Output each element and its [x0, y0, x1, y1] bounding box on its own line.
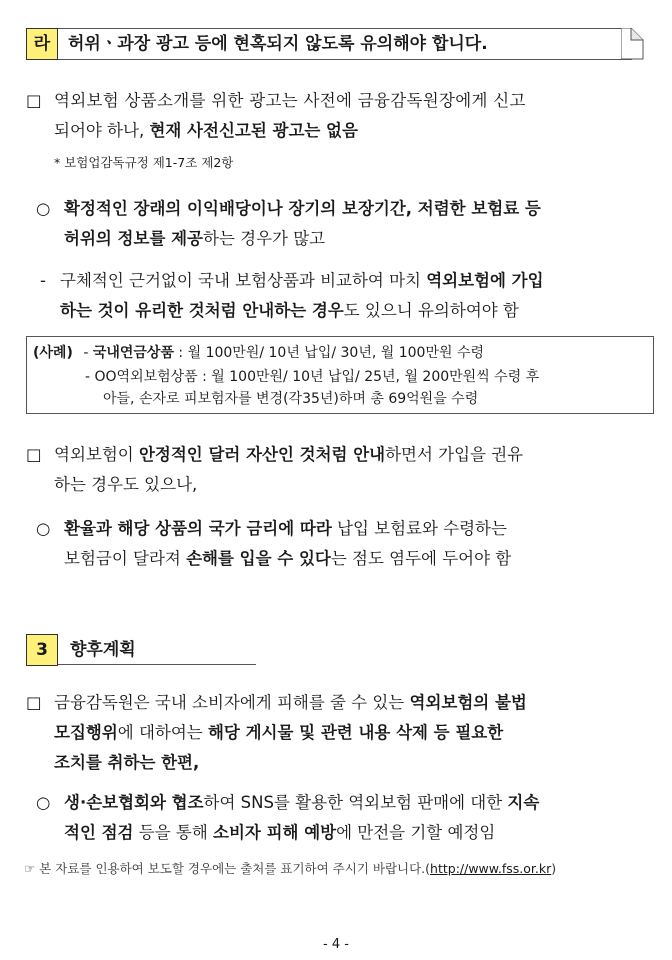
para2-line1: 확정적인 장래의 이익배당이나 장기의 보장기간, 저렴한 보험료 등 — [64, 199, 541, 218]
para3-line2-normal: 도 있으니 유의하여야 함 — [343, 301, 519, 320]
pointing-hand-icon: ☞ — [24, 861, 36, 876]
example-box — [26, 336, 654, 414]
para6-line2 — [54, 718, 503, 748]
fss-website-link[interactable]: http://www.fss.or.kr — [430, 861, 552, 876]
para4-line2: 하는 경우도 있으나, — [54, 475, 198, 494]
para7-line1 — [64, 788, 539, 818]
section-ra-title: 허위ㆍ과장 광고 등에 현혹되지 않도록 유의해야 합니다. — [68, 34, 488, 54]
para3-line1-bold: 역외보험에 가입 — [426, 271, 544, 290]
para5-line1-normal: 납입 보험료와 수령하는 — [331, 519, 507, 538]
example-line1 — [33, 343, 484, 363]
citation-close: ) — [551, 861, 557, 876]
para2-line2-bold: 허위의 정보를 제공 — [64, 229, 204, 248]
square-bullet-icon: □ — [26, 693, 42, 712]
para1-line2-normal: 되어야 하나, — [54, 121, 150, 140]
para5-line1 — [64, 514, 507, 544]
square-bullet-icon: □ — [26, 91, 42, 110]
para2-line2-normal: 하는 경우가 많고 — [203, 229, 326, 248]
example-line2: - OO역외보험상품 : 월 100만원/ 10년 납입/ 25년, 월 200만원씩 수령 후 — [85, 369, 540, 385]
para5-line2-c: 는 점도 염두에 두어야 함 — [330, 549, 512, 568]
para6-line2-bold-c: 해당 게시물 및 관련 내용 삭제 등 필요한 — [207, 723, 504, 742]
circle-bullet-icon: ○ — [36, 199, 51, 218]
para6-line1 — [54, 688, 527, 718]
para4-line1-a: 역외보험이 — [54, 445, 139, 464]
para1-line1: 역외보험 상품소개를 위한 광고는 사전에 금융감독원장에게 신고 — [54, 91, 526, 110]
page-number: - 4 - — [323, 937, 349, 952]
para6-line3: 조치를 취하는 한편, — [54, 753, 200, 772]
dash-bullet-icon: - — [40, 271, 46, 290]
para3-line2 — [60, 296, 519, 326]
citation-text: 본 자료를 인용하여 보도할 경우에는 출처를 표기하여 주시기 바랍니다.( — [39, 861, 431, 876]
para6-line1-normal: 금융감독원은 국내 소비자에게 피해를 줄 수 있는 — [54, 693, 410, 712]
para6-line2-bold-a: 모집행위 — [54, 723, 118, 742]
para7-line1-bold-a: 생·손보협회와 협조 — [64, 793, 204, 812]
para4-line1-bold: 안정적인 달러 자산인 것처럼 안내 — [138, 445, 386, 464]
section-3-badge: 3 — [26, 634, 58, 666]
section-ra-header — [26, 28, 646, 60]
citation-note — [24, 860, 556, 878]
para1-line2-bold: 현재 사전신고된 광고는 없음 — [149, 121, 358, 140]
para5-line1-bold: 환율과 해당 상품의 국가 금리에 따라 — [64, 519, 332, 538]
circle-bullet-icon: ○ — [36, 793, 51, 812]
para1-footnote: * 보험업감독규정 제1-7조 제2항 — [54, 155, 234, 170]
para4-line1 — [54, 440, 523, 470]
para5-line2-a: 보험금이 달라져 — [64, 549, 187, 568]
para7-line2-d: 에 만전을 기할 예정임 — [336, 823, 496, 842]
section-3-title: 향후계획 — [70, 640, 136, 660]
para7-line1-bold-c: 지속 — [507, 793, 540, 812]
para5-line2 — [64, 544, 511, 574]
para5-line2-bold: 손해를 입을 수 있다 — [186, 549, 331, 568]
section-ra-badge: 라 — [26, 28, 58, 60]
para7-line2 — [64, 818, 495, 848]
para2-line2 — [64, 224, 325, 254]
para7-line1-normal: 하여 SNS를 활용한 역외보험 판매에 대한 — [203, 793, 508, 812]
section-3-header — [26, 634, 256, 668]
example-dash: - — [83, 345, 93, 361]
section-3-underline — [58, 664, 256, 665]
para6-line1-bold: 역외보험의 불법 — [409, 693, 527, 712]
example-domestic-product: 국내연금상품 — [92, 345, 174, 361]
para3-line1-normal: 구체적인 근거없이 국내 보험상품과 비교하여 마치 — [60, 271, 427, 290]
para3-line2-bold: 하는 것이 유리한 것처럼 안내하는 경우 — [60, 301, 344, 320]
para7-line2-b: 등을 통해 — [133, 823, 214, 842]
para7-line2-bold-a: 적인 점검 — [64, 823, 134, 842]
folded-corner-icon — [621, 28, 643, 58]
para6-line2-normal: 에 대하여는 — [117, 723, 208, 742]
example-line3: 아들, 손자로 피보험자를 변경(각35년)하며 총 69억원을 수령 — [103, 391, 479, 407]
example-domestic-terms: : 월 100만원/ 10년 납입/ 30년, 월 100만원 수령 — [173, 345, 484, 361]
para1-line2 — [54, 116, 358, 146]
square-bullet-icon: □ — [26, 445, 42, 464]
circle-bullet-icon: ○ — [36, 519, 51, 538]
example-label: (사례) — [33, 345, 73, 361]
para4-line1-c: 하면서 가입을 권유 — [385, 445, 524, 464]
para3-line1 — [60, 266, 544, 296]
para7-line2-bold-c: 소비자 피해 예방 — [213, 823, 337, 842]
